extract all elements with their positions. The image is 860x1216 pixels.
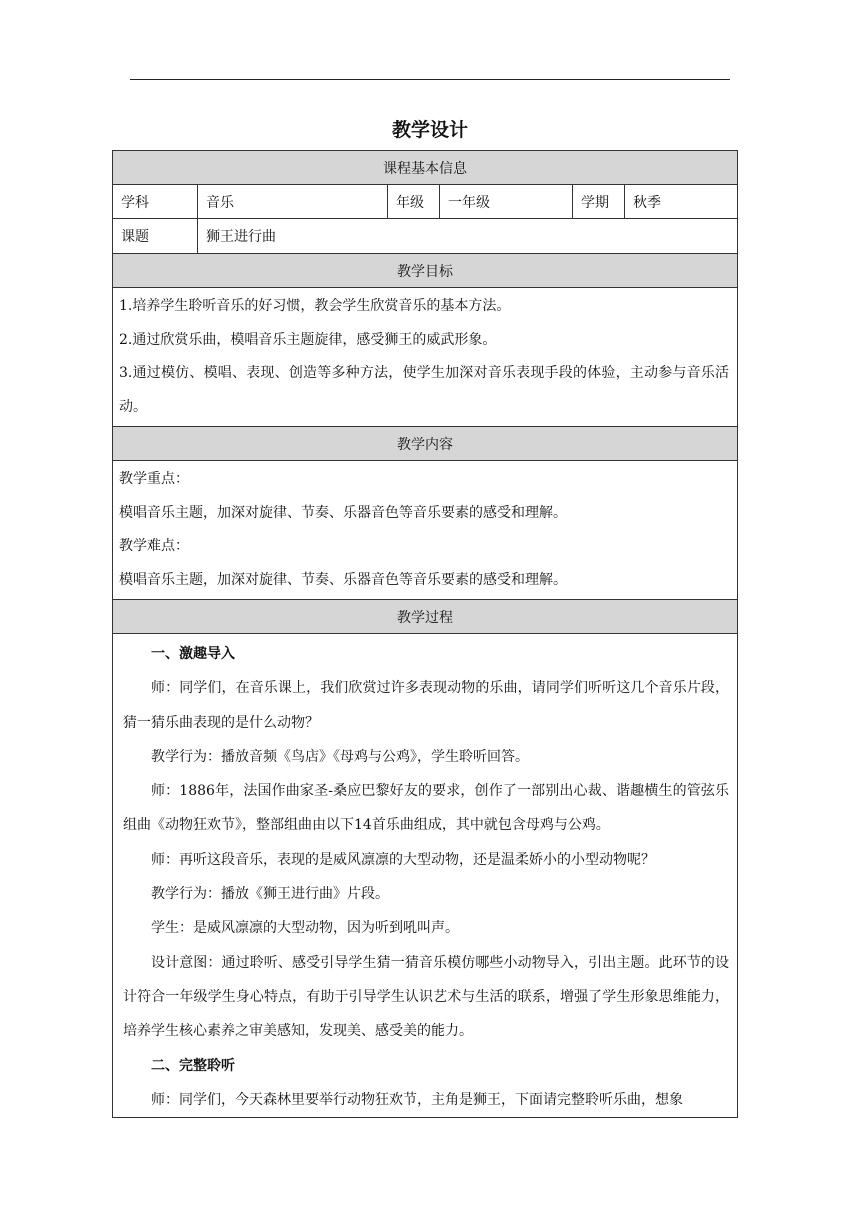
topic-label: 课题 xyxy=(113,219,198,254)
grade-label: 年级 xyxy=(388,185,440,219)
objective-item: 1.培养学生聆听音乐的好习惯，教会学生欣赏音乐的基本方法。 xyxy=(119,298,511,314)
process-body xyxy=(113,634,738,1118)
key-point-text: 模唱音乐主题，加深对旋律、节奏、乐器音色等音乐要素的感受和理解。 xyxy=(119,504,567,521)
objective-item: 2.通过欣赏乐曲，模唱音乐主题旋律，感受狮王的威武形象。 xyxy=(119,331,497,348)
content-body xyxy=(113,461,738,600)
key-point-label: 教学重点： xyxy=(119,471,189,487)
process-paragraph: 教学行为：播放音频《鸟店》《母鸡与公鸡》，学生聆听回答。 xyxy=(151,748,529,765)
difficulty-text: 模唱音乐主题，加深对旋律、节奏、乐器音色等音乐要素的感受和理解。 xyxy=(119,571,567,588)
difficulty-label: 教学难点： xyxy=(119,538,189,554)
term-label: 学期 xyxy=(573,185,625,219)
process-paragraph: 师：再听这段音乐，表现的是威风凛凛的大型动物，还是温柔娇小的小型动物呢？ xyxy=(151,851,655,868)
process-paragraph: 师：1886年，法国作曲家圣-桑应巴黎好友的要求，创作了一部别出心裁、谐趣横生的管弦乐组曲《动物狂欢节》，整部组曲由以下14首乐曲组成，其中就包含母鸡与公鸡。 xyxy=(123,783,730,834)
subject-label: 学科 xyxy=(113,185,198,219)
process-heading: 一、激趣导入 xyxy=(151,646,235,662)
grade-value: 一年级 xyxy=(440,185,573,219)
section-content: 教学内容 xyxy=(113,427,738,461)
process-paragraph: 设计意图：通过聆听、感受引导学生猜一猜音乐模仿哪些小动物导入，引出主题。此环节的设计符合一年级学生身心特点，有助于引导学生认识艺术与生活的联系，增强了学生形象思维能力，培养学生核心素养之审美感知，发现美、感受美的能力。 xyxy=(123,954,730,1040)
objective-item: 3.通过模仿、模唱、表现、创造等多种方法，使学生加深对音乐表现手段的体验，主动参与音乐活动。 xyxy=(119,365,730,415)
section-objectives: 教学目标 xyxy=(113,254,738,288)
process-heading: 二、完整聆听 xyxy=(151,1057,235,1074)
process-paragraph: 师：同学们，在音乐课上，我们欣赏过许多表现动物的乐曲，请同学们听听这几个音乐片段，猜一猜乐曲表现的是什么动物？ xyxy=(123,680,730,731)
topic-value: 狮王进行曲 xyxy=(198,219,738,254)
subject-value: 音乐 xyxy=(198,185,388,219)
objectives-list xyxy=(113,288,738,427)
section-basic-info: 课程基本信息 xyxy=(113,151,738,185)
lesson-plan-table xyxy=(112,150,738,1118)
section-process: 教学过程 xyxy=(113,600,738,634)
process-paragraph: 师：同学们，今天森林里要举行动物狂欢节，主角是狮王，下面请完整聆听乐曲，想象 xyxy=(151,1091,683,1108)
header-rule xyxy=(130,79,730,80)
term-value: 秋季 xyxy=(625,185,738,219)
process-paragraph: 教学行为：播放《狮王进行曲》片段。 xyxy=(151,886,389,903)
document-title: 教学设计 xyxy=(391,119,468,141)
process-paragraph: 学生：是威风凛凛的大型动物，因为听到吼叫声。 xyxy=(151,920,459,937)
